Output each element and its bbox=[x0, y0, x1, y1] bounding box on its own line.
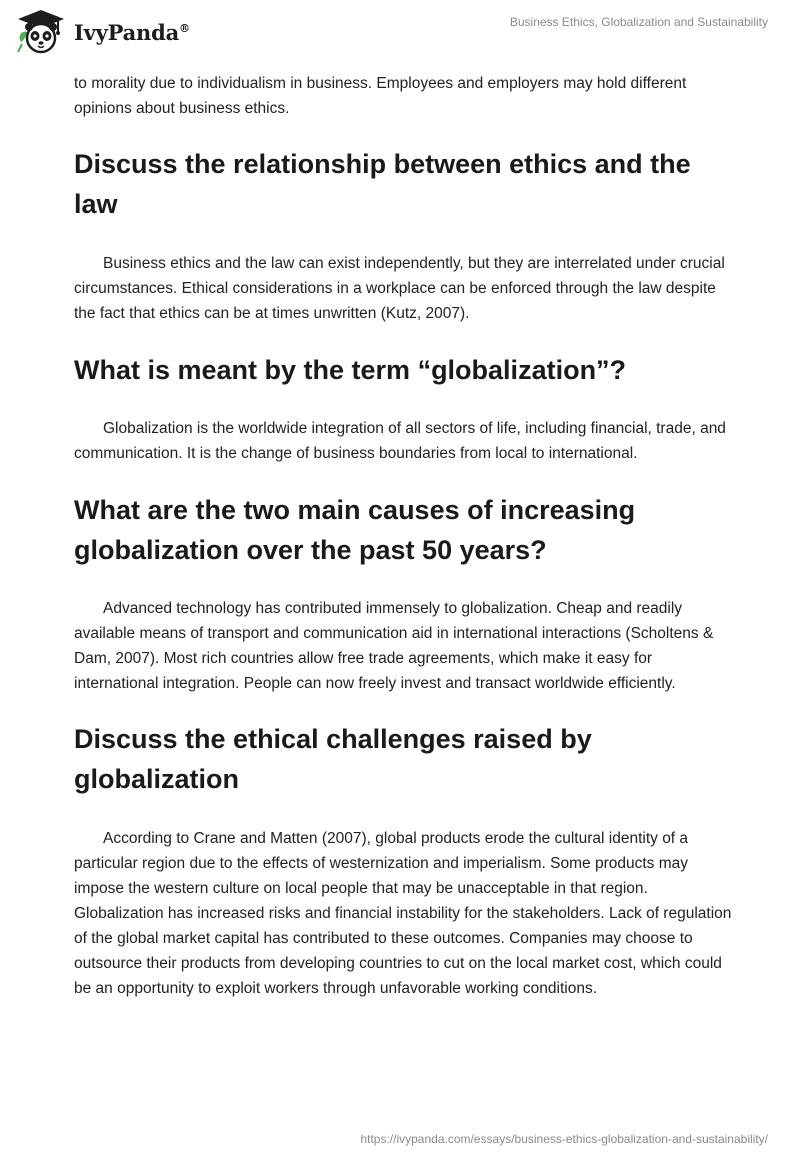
ivypanda-logo[interactable] bbox=[14, 8, 190, 56]
section-heading-ethics-law: Discuss the relationship between ethics and the law bbox=[74, 149, 691, 219]
brand-text: IvyPanda bbox=[74, 19, 180, 45]
section-heading-globalization-definition: What is meant by the term “globalization”? bbox=[74, 355, 627, 385]
section-heading-globalization-causes: What are the two main causes of increasing globalization over the past 50 years? bbox=[74, 495, 636, 565]
intro-paragraph: to morality due to individualism in business. Employees and employers may hold different opinions about business ethics. bbox=[74, 75, 687, 117]
page-header bbox=[0, 0, 800, 70]
section-heading-ethical-challenges: Discuss the ethical challenges raised by globalization bbox=[74, 724, 592, 794]
running-title: Business Ethics, Globalization and Sustainability bbox=[509, 15, 768, 29]
trademark-symbol: ® bbox=[179, 21, 190, 35]
section-paragraph-globalization-causes: Advanced technology has contributed immensely to globalization. Cheap and readily available means of transport and communication aid in international interactions (Scholtens & Dam, 2007). Most rich countries allow free trade agreements, which make it easy for international integration. People can now freely invest and transact worldwide efficiently. bbox=[74, 600, 714, 692]
brand-name bbox=[74, 20, 190, 45]
panda-logo-icon bbox=[14, 8, 68, 56]
essay-content bbox=[74, 71, 734, 1001]
section-paragraph-ethical-challenges: According to Crane and Matten (2007), global products erode the cultural identity of a particular region due to the effects of westernization and imperialism. Some products may impose the western culture on local people that may be unacceptable in that region. Globalization has increased risks and financial instability for the stakeholders. Lack of regulation of the global market capital has contributed to these outcomes. Companies may choose to outsource their products from developing countries to cut on the local market cost, which could be an opportunity to exploit workers through unfavorable working conditions. bbox=[74, 830, 732, 997]
section-paragraph-globalization-definition: Globalization is the worldwide integration of all sectors of life, including financial, trade, and communication. It is the change of business boundaries from local to international. bbox=[74, 420, 726, 462]
source-url[interactable]: https://ivypanda.com/essays/business-ethics-globalization-and-sustainability/ bbox=[360, 1132, 768, 1146]
section-paragraph-ethics-law: Business ethics and the law can exist independently, but they are interrelated under crucial circumstances. Ethical considerations in a workplace can be enforced through the law despite the fact that ethics can be at times unwritten (Kutz, 2007). bbox=[74, 255, 725, 322]
